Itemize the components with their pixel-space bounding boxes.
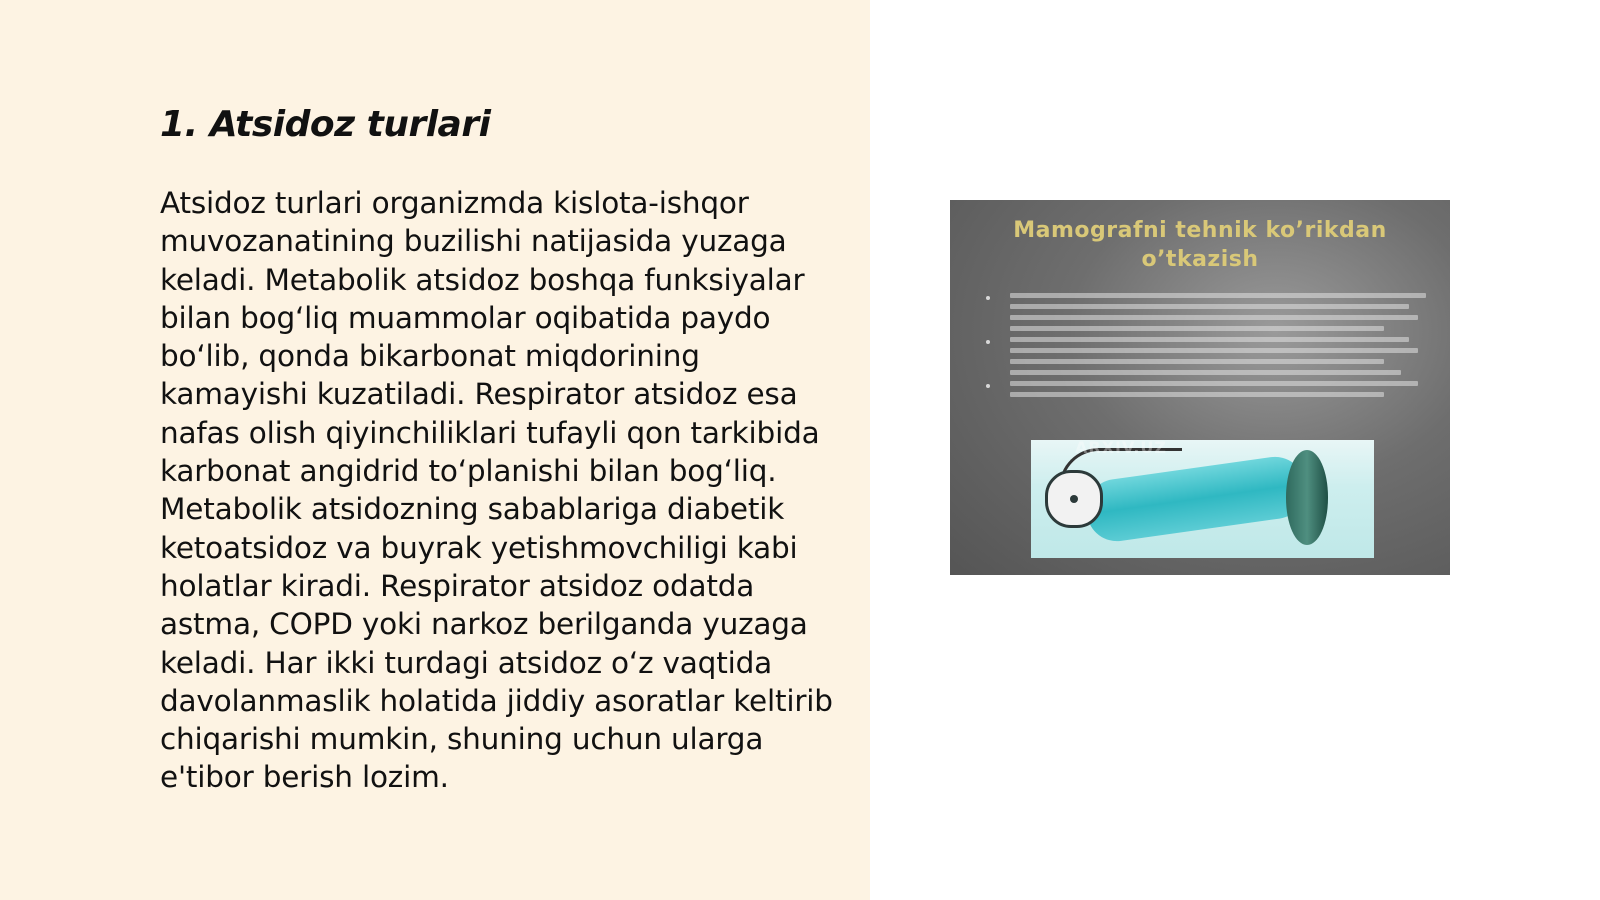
thumbnail-bullet (986, 293, 1426, 331)
thumbnail-text-line (1010, 293, 1426, 298)
bullet-dot (986, 384, 990, 388)
thumbnail-title-line-2: o’tkazish (1141, 247, 1259, 272)
thumbnail-text-line (1010, 304, 1409, 309)
thumbnail-text-line (1010, 370, 1401, 375)
photo-disc (1286, 450, 1328, 545)
thumbnail-equipment-photo (1031, 440, 1374, 558)
thumbnail-bullet (986, 381, 1426, 397)
thumbnail-bullet (986, 337, 1426, 375)
slide-title: 1. Atsidoz turlari (160, 104, 491, 145)
photo-knob (1045, 470, 1103, 528)
thumbnail-title-line-1: Mamografni tehnik ko’rikdan (1013, 218, 1387, 243)
thumbnail-text-line (1010, 392, 1384, 397)
slide-thumbnail-image (950, 200, 1450, 575)
bullet-dot (986, 340, 990, 344)
thumbnail-title (950, 216, 1450, 274)
thumbnail-text-line (1010, 359, 1384, 364)
thumbnail-text-line (1010, 326, 1384, 331)
bullet-dot (986, 296, 990, 300)
slide-body-text: Atsidoz turlari organizmda kislota-ishqor muvozanatining buzilishi natijasida yuzaga keladi. Metabolik atsidoz boshqa funksiyalar bilan bog‘liq muammolar oqibatida paydo bo‘lib, qonda bikarbonat miqdorining kamayishi kuzatiladi. Respirator atsidoz esa nafas olish qiyinchiliklari tufayli qon tarkibida karbonat angidrid to‘planishi bilan bog‘liq. Metabolik atsidozning sabablariga diabetik ketoatsidoz va buyrak yetishmovchiligi kabi holatlar kiradi. Respirator atsidoz odatda astma, COPD yoki narkoz berilganda yuzaga keladi. Har ikki turdagi atsidoz o‘z vaqtida davolanmaslik holatida jiddiy asoratlar keltirib chiqarishi mumkin, shuning uchun ularga e'tibor berish lozim. (160, 186, 833, 795)
thumbnail-text-line (1010, 348, 1418, 353)
thumbnail-watermark: ARXIV.UZ (1075, 438, 1167, 457)
thumbnail-text-line (1010, 381, 1418, 386)
thumbnail-bullet-list (986, 290, 1426, 403)
thumbnail-text-line (1010, 337, 1409, 342)
thumbnail-text-line (1010, 315, 1418, 320)
